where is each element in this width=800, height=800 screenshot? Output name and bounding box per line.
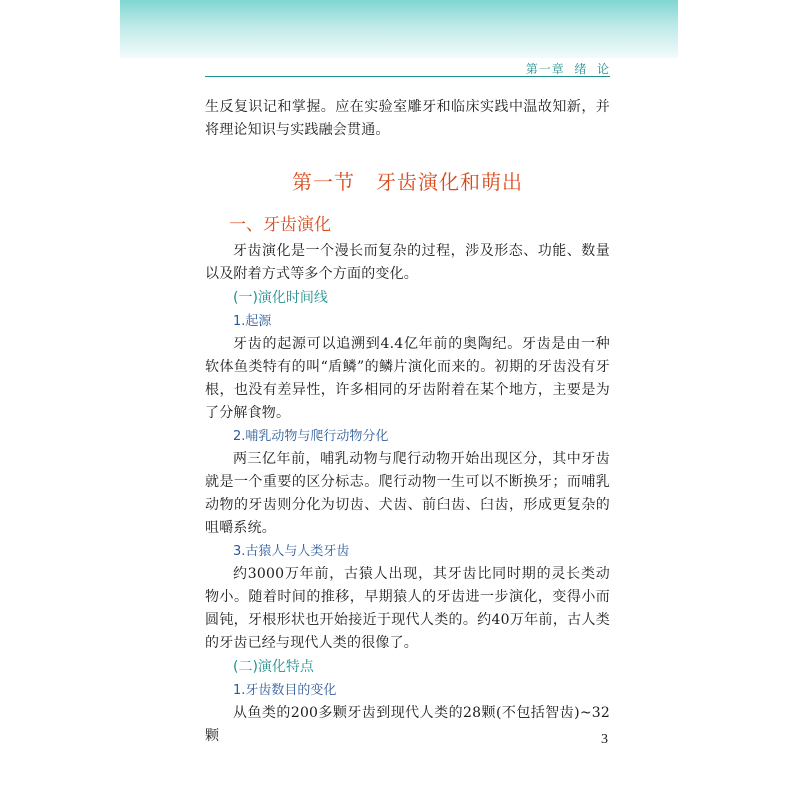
item-heading-ape-human: 3.古猿人与人类牙齿 — [233, 544, 350, 559]
item-heading-tooth-count: 1.牙齿数目的变化 — [233, 683, 337, 698]
running-header-chapter: 第一章 绪 论 — [525, 62, 610, 76]
section-title: 第一节 牙齿演化和萌出 — [292, 170, 523, 194]
page-content — [205, 96, 610, 748]
subsection-intro-paragraph: 牙齿演化是一个漫长而复杂的过程，涉及形态、功能、数量以及附着方式等多个方面的变化。 — [205, 243, 610, 282]
page-number: 3 — [601, 732, 608, 747]
item-paragraph-origin: 牙齿的起源可以追溯到4.4亿年前的奥陶纪。牙齿是由一种软体鱼类特有的叫“盾鳞”的鳞片演化而来的。初期的牙齿没有牙根，也没有差异性，许多相同的牙齿附着在某个地方，主要是为了分解食物。 — [205, 336, 610, 421]
part-heading-features: (二)演化特点 — [233, 659, 314, 675]
item-paragraph-ape-human: 约3000万年前，古猿人出现，其牙齿比同时期的灵长类动物小。随着时间的推移，早期猿人的牙齿进一步演化，变得小而圆钝，牙根形状也开始接近于现代人类的。约40万年前，古人类的牙齿已经与现代人类的很像了。 — [205, 566, 610, 651]
part-heading-timeline: (一)演化时间线 — [233, 290, 328, 306]
header-rule — [205, 76, 610, 77]
item-heading-mammal-reptile: 2.哺乳动物与爬行动物分化 — [233, 429, 389, 444]
item-heading-origin: 1.起源 — [233, 314, 272, 329]
intro-paragraph: 生反复识记和掌握。应在实验室雕牙和临床实践中温故知新，并将理论知识与实践融会贯通。 — [205, 99, 610, 138]
item-paragraph-tooth-count: 从鱼类的200多颗牙齿到现代人类的28颗(不包括智齿)~32颗 — [205, 705, 610, 744]
header-decorative-band — [120, 0, 678, 58]
item-paragraph-mammal-reptile: 两三亿年前，哺乳动物与爬行动物开始出现区分，其中牙齿就是一个重要的区分标志。爬行动物一生可以不断换牙；而哺乳动物的牙齿则分化为切齿、犬齿、前臼齿、臼齿，形成更复杂的咀嚼系统。 — [205, 451, 610, 536]
subsection-heading-evolution: 一、牙齿演化 — [229, 215, 331, 235]
